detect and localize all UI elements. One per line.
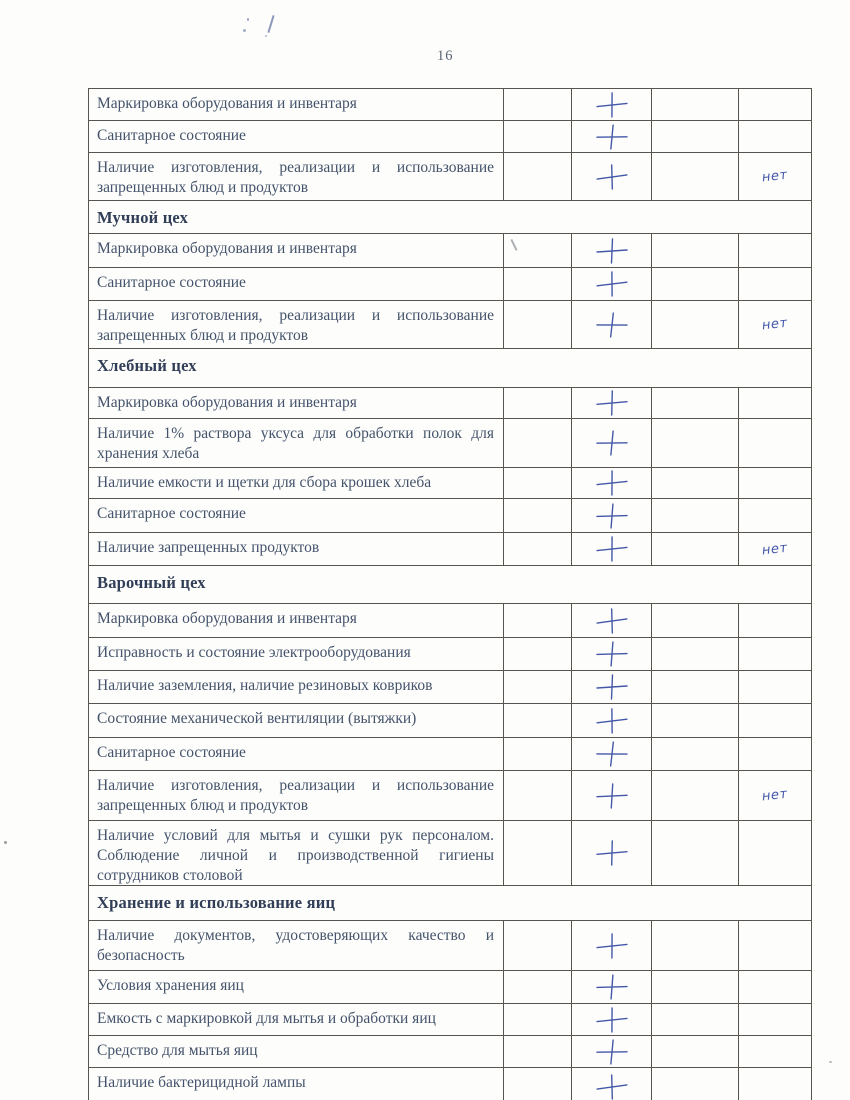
stray-dot — [4, 841, 7, 844]
criteria-text: Исправность и состояние электрооборудования — [97, 644, 411, 661]
empty-cell — [651, 89, 738, 120]
check-mark-icon — [593, 971, 630, 1002]
check-mark-icon — [593, 467, 630, 498]
empty-cell — [503, 771, 571, 820]
check-mark-icon — [592, 308, 630, 340]
note-cell — [738, 499, 810, 532]
criteria-text: Наличие заземления, наличие резиновых ковриков — [97, 677, 433, 694]
empty-cell — [503, 738, 571, 770]
criteria-text: Маркировка оборудования и инвентаря — [97, 394, 357, 411]
handwritten-note: нет — [760, 540, 788, 558]
table-row — [89, 1004, 811, 1036]
criteria-text: Санитарное состояние — [97, 127, 246, 144]
table-row — [89, 971, 811, 1004]
empty-cell — [651, 771, 738, 820]
empty-cell — [503, 89, 571, 120]
empty-cell — [651, 921, 738, 970]
criteria-text: Санитарное состояние — [97, 274, 246, 291]
empty-cell — [503, 671, 571, 703]
table-row — [89, 468, 811, 499]
criteria-text: Наличие изготовления, реализации и использование запрещенных блюд и продуктов — [97, 159, 494, 196]
note-cell — [738, 921, 810, 970]
criteria-text: Наличие 1% раствора уксуса для обработки полок для хранения хлеба — [97, 425, 494, 462]
check-cell — [571, 604, 651, 637]
section-header-row — [89, 349, 811, 388]
empty-cell — [651, 234, 738, 267]
check-cell — [571, 153, 651, 200]
empty-cell — [503, 533, 571, 565]
table-row — [89, 704, 811, 738]
criteria-text: Условия хранения яиц — [97, 977, 244, 994]
note-cell — [738, 234, 810, 267]
check-mark-icon — [593, 705, 631, 737]
check-mark-icon — [594, 236, 630, 266]
check-cell — [571, 89, 651, 120]
empty-cell — [503, 234, 571, 267]
note-cell — [738, 738, 810, 770]
table-row — [89, 89, 811, 121]
criteria-text: Наличие изготовления, реализации и использование запрещенных блюд и продуктов — [97, 307, 494, 344]
section-title: Мучной цех — [97, 208, 189, 227]
note-cell — [738, 1036, 810, 1067]
empty-cell — [503, 499, 571, 532]
criteria-text: Емкость с маркировкой для мытья и обработки яиц — [97, 1010, 436, 1027]
handwritten-note: нет — [760, 167, 788, 186]
empty-cell — [651, 499, 738, 532]
criteria-text: Состояние механической вентиляции (вытяжки) — [97, 710, 417, 727]
check-cell — [571, 419, 651, 467]
criteria-text: Маркировка оборудования и инвентаря — [97, 95, 357, 112]
check-mark-icon — [593, 427, 631, 459]
note-cell — [738, 153, 810, 200]
empty-cell — [651, 1004, 738, 1035]
handwritten-note: нет — [760, 315, 788, 334]
note-cell — [738, 533, 810, 565]
section-title: Хлебный цех — [97, 356, 197, 375]
check-cell — [571, 268, 651, 300]
stray-dot — [829, 1061, 832, 1063]
ink-speck — [243, 29, 246, 32]
check-cell — [571, 301, 651, 348]
table-row — [89, 671, 811, 704]
criteria-text: Наличие условий для мытья и сушки рук персоналом. Соблюдение личной и производственной гигиены сотрудников столовой — [97, 827, 494, 884]
check-mark-icon — [593, 780, 630, 811]
empty-cell — [651, 1036, 738, 1067]
table-row — [89, 921, 811, 971]
empty-cell — [651, 604, 738, 637]
note-cell — [738, 121, 810, 152]
empty-cell — [651, 821, 738, 885]
empty-cell — [651, 268, 738, 300]
empty-cell — [651, 738, 738, 770]
note-cell — [738, 671, 810, 703]
check-cell — [571, 821, 651, 885]
check-mark-icon — [593, 121, 631, 153]
handwritten-note: нет — [760, 786, 788, 805]
check-mark-icon — [593, 1004, 630, 1035]
criteria-text: Наличие запрещенных продуктов — [97, 539, 320, 556]
check-cell — [571, 921, 651, 970]
inspection-table — [88, 88, 812, 1100]
check-cell — [571, 533, 651, 565]
section-header-row — [89, 566, 811, 604]
criteria-text: Наличие документов, удостоверяющих качество и безопасность — [97, 927, 494, 964]
check-mark-icon — [593, 89, 630, 120]
ink-speck — [265, 35, 267, 37]
check-cell — [571, 1036, 651, 1067]
table-row — [89, 533, 811, 566]
note-cell — [738, 388, 810, 418]
empty-cell — [503, 821, 571, 885]
check-mark-icon — [592, 160, 630, 192]
empty-cell — [651, 671, 738, 703]
empty-cell — [651, 1068, 738, 1100]
empty-cell — [503, 468, 571, 498]
check-cell — [571, 1004, 651, 1035]
check-cell — [571, 704, 651, 737]
criteria-text: Санитарное состояние — [97, 744, 246, 761]
section-header-row — [89, 886, 811, 921]
check-mark-icon — [593, 838, 630, 869]
criteria-text: Наличие бактерицидной лампы — [97, 1074, 306, 1091]
check-cell — [571, 468, 651, 498]
check-cell — [571, 771, 651, 820]
empty-cell — [503, 1068, 571, 1100]
empty-cell — [503, 604, 571, 637]
table-row — [89, 499, 811, 533]
check-mark-icon — [592, 738, 630, 770]
check-mark-icon — [593, 930, 630, 961]
table-row — [89, 771, 811, 821]
criteria-text: Наличие емкости и щетки для сбора крошек хлеба — [97, 474, 432, 491]
check-cell — [571, 638, 651, 670]
check-mark-icon — [593, 638, 630, 669]
table-row — [89, 638, 811, 671]
check-mark-icon — [593, 268, 631, 300]
note-cell — [738, 821, 810, 885]
table-row — [89, 1068, 811, 1100]
empty-cell — [503, 1036, 571, 1067]
table-row — [89, 738, 811, 771]
table-row — [89, 268, 811, 301]
empty-cell — [651, 419, 738, 467]
criteria-text: Маркировка оборудования и инвентаря — [97, 240, 357, 257]
empty-cell — [503, 153, 571, 200]
check-cell — [571, 388, 651, 418]
section-title: Варочный цех — [97, 573, 206, 592]
check-cell — [571, 121, 651, 152]
note-cell — [738, 604, 810, 637]
empty-cell — [651, 301, 738, 348]
empty-cell — [651, 704, 738, 737]
table-row — [89, 121, 811, 153]
check-cell — [571, 234, 651, 267]
check-cell — [571, 1068, 651, 1100]
check-mark-icon — [593, 533, 630, 564]
empty-cell — [651, 388, 738, 418]
table-row — [89, 153, 811, 201]
empty-cell — [503, 301, 571, 348]
empty-cell — [503, 1004, 571, 1035]
empty-cell — [503, 419, 571, 467]
section-header-row — [89, 201, 811, 234]
empty-cell — [503, 121, 571, 152]
note-cell — [738, 89, 810, 120]
note-cell — [738, 268, 810, 300]
criteria-text: Маркировка оборудования и инвентаря — [97, 610, 357, 627]
note-cell — [738, 971, 810, 1003]
empty-cell — [503, 971, 571, 1003]
empty-cell — [503, 638, 571, 670]
empty-cell — [503, 921, 571, 970]
check-mark-icon — [593, 1036, 631, 1068]
check-mark-icon — [593, 500, 630, 531]
table-row — [89, 604, 811, 638]
empty-cell — [651, 468, 738, 498]
empty-cell — [503, 388, 571, 418]
check-cell — [571, 971, 651, 1003]
table-row — [89, 1036, 811, 1068]
page-number: 16 — [437, 48, 454, 64]
check-mark-icon — [592, 1070, 630, 1100]
empty-cell — [651, 533, 738, 565]
note-cell — [738, 704, 810, 737]
empty-cell — [503, 268, 571, 300]
note-cell — [738, 1004, 810, 1035]
empty-cell — [651, 971, 738, 1003]
table-row — [89, 234, 811, 268]
table-row — [89, 301, 811, 349]
table-row — [89, 388, 811, 419]
ink-speck — [247, 18, 249, 21]
empty-cell — [503, 704, 571, 737]
empty-cell — [651, 153, 738, 200]
check-cell — [571, 499, 651, 532]
empty-cell — [651, 121, 738, 152]
check-cell — [571, 671, 651, 703]
empty-cell — [651, 638, 738, 670]
check-mark-icon — [594, 672, 630, 702]
note-cell — [738, 301, 810, 348]
criteria-text: Средство для мытья яиц — [97, 1042, 258, 1059]
criteria-text: Санитарное состояние — [97, 505, 246, 522]
note-cell — [738, 638, 810, 670]
note-cell — [738, 771, 810, 820]
ink-slash — [267, 15, 274, 33]
section-title: Хранение и использование яиц — [97, 893, 336, 912]
check-cell — [571, 738, 651, 770]
check-mark-icon — [593, 388, 630, 419]
note-cell — [738, 1068, 810, 1100]
note-cell — [738, 419, 810, 467]
note-cell — [738, 468, 810, 498]
check-mark-icon — [592, 604, 630, 636]
table-row — [89, 821, 811, 886]
criteria-text: Наличие изготовления, реализации и использование запрещенных блюд и продуктов — [97, 777, 494, 814]
table-row — [89, 419, 811, 468]
